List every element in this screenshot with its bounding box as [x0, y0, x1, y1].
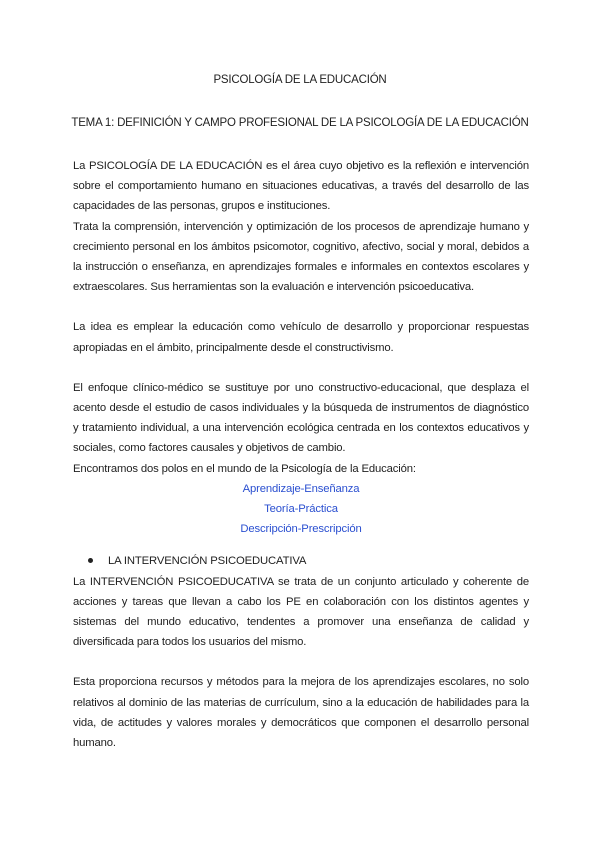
- spacer: [73, 297, 529, 317]
- spacer: [73, 652, 529, 672]
- pole-item[interactable]: Descripción-Prescripción: [240, 523, 362, 536]
- document-title: PSICOLOGÍA DE LA EDUCACIÓN: [213, 74, 387, 86]
- paragraph-intervention: La INTERVENCIÓN PSICOEDUCATIVA se trata de un conjunto articulado y coherente de acciones y tareas que llevan a cabo los PE en colaboración con los distintos agentes y sistemas del mundo educativo, tendentes a promover una enseñanza de calidad y diversificada para todos los usuarios del mismo.: [73, 575, 529, 649]
- paragraph-resources: Esta proporciona recursos y métodos para la mejora de los aprendizajes escolares, no solo relativos al dominio de las materias de currículum, sino a la educación de habilidades para la vida, de actitudes y valores morales y democráticos que componen el desarrollo personal humano.: [73, 676, 529, 750]
- paragraph-poles-intro: Encontramos dos polos en el mundo de la Psicología de la Educación:: [73, 462, 416, 475]
- document-subtitle: TEMA 1: DEFINICIÓN Y CAMPO PROFESIONAL DE LA PSICOLOGÍA DE LA EDUCACIÓN: [71, 117, 529, 129]
- paragraph-definition: La PSICOLOGÍA DE LA EDUCACIÓN es el área cuyo objetivo es la reflexión e intervención sobre el comportamiento humano en situaciones educativas, a través del desarrollo de las capacidades de las personas, grupos e instituciones.: [73, 160, 529, 213]
- paragraph-idea: La idea es emplear la educación como vehículo de desarrollo y proporcionar respuestas apropiadas en el ámbito, principalmente desde el constructivismo.: [73, 321, 529, 354]
- pole-item[interactable]: Aprendizaje-Enseñanza: [242, 482, 360, 495]
- pole-item[interactable]: Teoría-Práctica: [264, 503, 338, 516]
- paragraph-approach: El enfoque clínico-médico se sustituye por uno constructivo-educacional, que desplaza el acento desde el estudio de casos individuales y la búsqueda de instrumentos de diagnóstico y tratamiento individual, a una intervención ecológica centrada en los contextos educativos y sociales, como factores causales y objetivos de cambio.: [73, 381, 529, 455]
- spacer: [73, 358, 529, 378]
- spacer: [73, 539, 529, 551]
- bullet-heading: [73, 551, 529, 571]
- bullet-heading-text: LA INTERVENCIÓN PSICOEDUCATIVA: [108, 555, 307, 568]
- paragraph-scope: Trata la comprensión, intervención y optimización de los procesos de aprendizaje humano y crecimiento personal en los ámbitos psicomotor, cognitivo, afectivo, social y moral, debidos a la instrucción o enseñanza, en aprendizajes formales e informales en contextos escolares y extraescolares. Sus herramientas son la evaluación e intervención psicoeducativa.: [73, 220, 529, 294]
- document-body: [73, 156, 529, 753]
